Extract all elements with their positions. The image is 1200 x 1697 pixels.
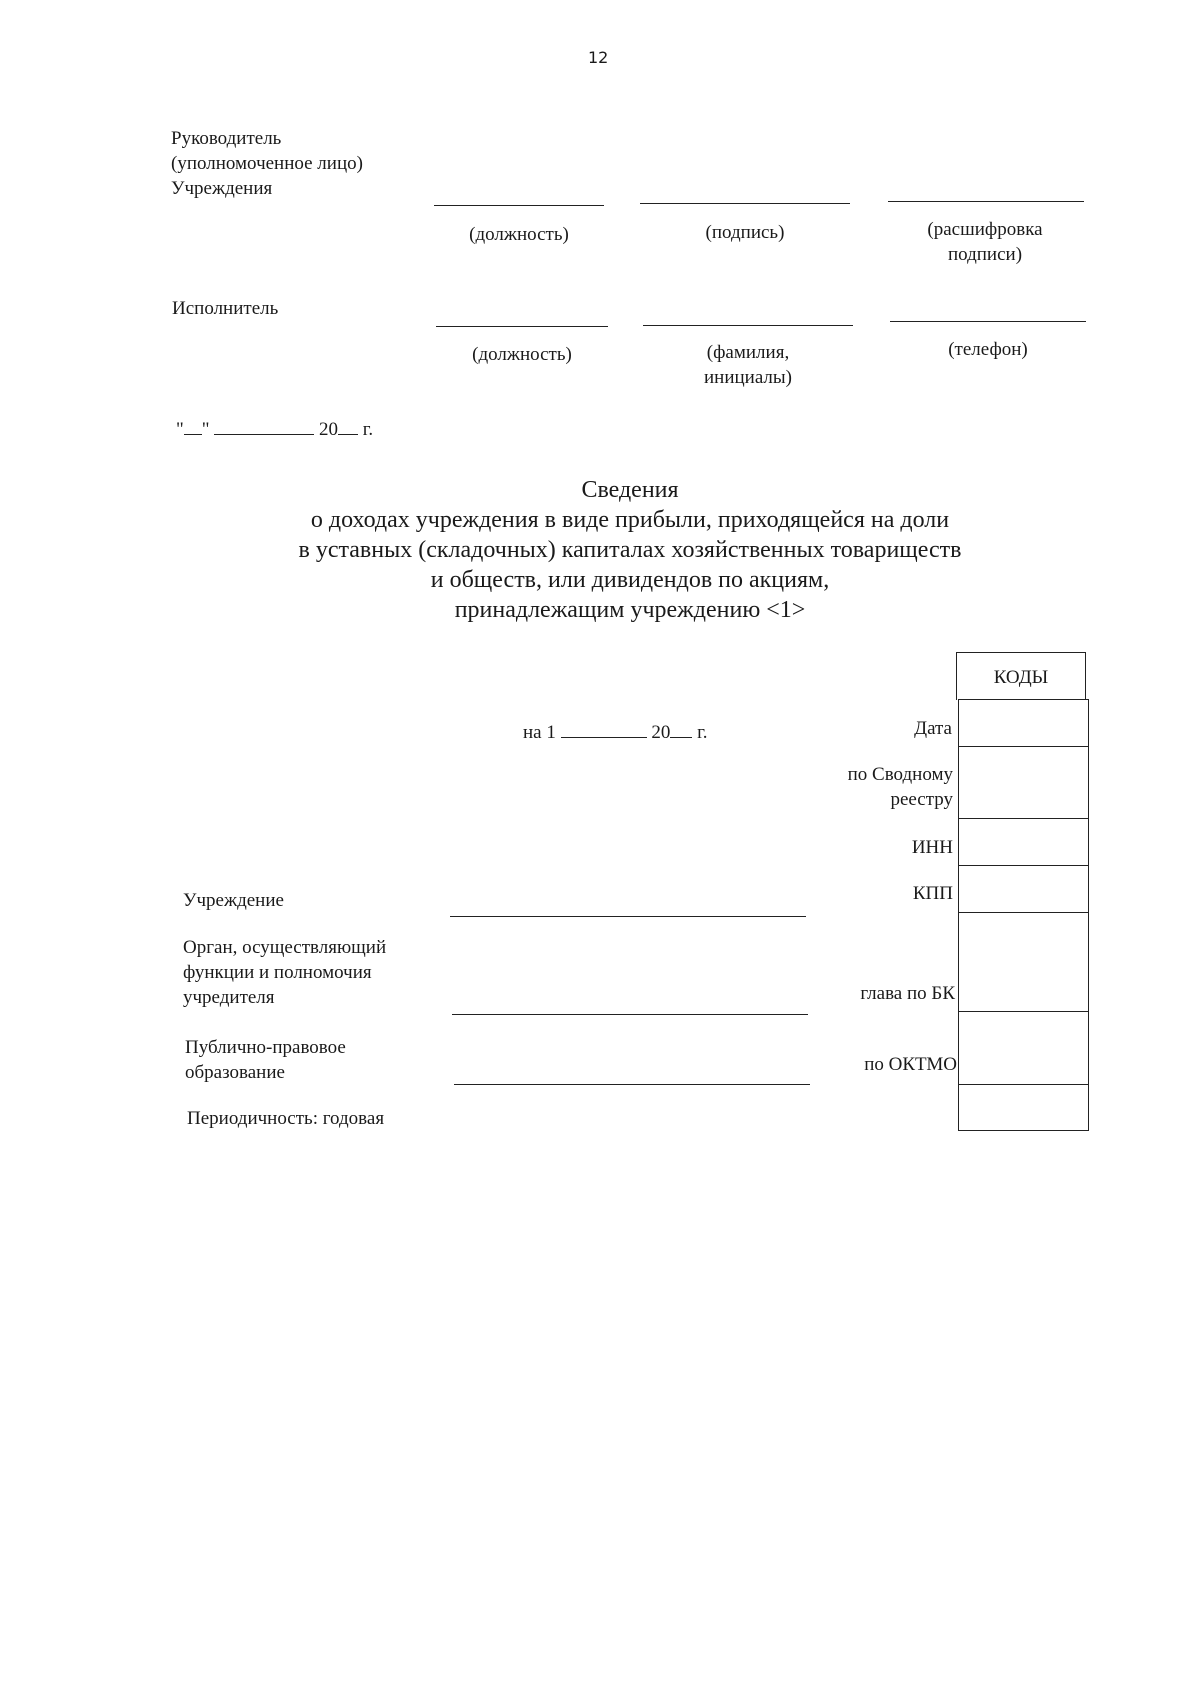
public-entity-field[interactable] [454, 1084, 810, 1085]
report-date-year-prefix: 20 [651, 722, 671, 743]
executor-name-caption: (фамилия, инициалы) [703, 342, 792, 388]
institution-field[interactable] [450, 916, 806, 917]
executor-position-caption: (должность) [472, 344, 572, 365]
head-position-caption: (должность) [469, 224, 569, 245]
report-date-year-field[interactable] [670, 719, 692, 738]
head-label-line: Руководитель [171, 128, 282, 149]
code-registry-label: по Сводному реестру [847, 764, 953, 810]
executor-phone-line[interactable] [890, 321, 1086, 322]
code-oktmo-label: по ОКТМО [864, 1054, 957, 1075]
code-budget-chapter-label: глава по БК [860, 983, 955, 1004]
codes-header: КОДЫ [993, 667, 1049, 688]
date-quote-open: " [176, 419, 184, 440]
head-signature-line[interactable] [640, 203, 850, 204]
public-entity-label-line: образование [185, 1062, 285, 1083]
date-year-prefix: 20 [319, 419, 339, 440]
date-year-suffix: г. [362, 419, 374, 440]
title-line: и обществ, или дивидендов по акциям, [430, 567, 830, 593]
codes-header-cell [956, 652, 1086, 700]
executor-name-line[interactable] [643, 325, 853, 326]
institution-label: Учреждение [183, 890, 284, 911]
code-periodicity-field[interactable] [960, 1085, 1088, 1129]
signing-date [176, 416, 373, 442]
founder-body-label-line: функции и полномочия [183, 962, 372, 983]
date-quote-close: " [201, 419, 210, 440]
document-title [200, 475, 1060, 625]
report-date-month-field[interactable] [561, 719, 647, 738]
head-decryption-caption: (расшифровка подписи) [927, 219, 1043, 265]
code-registry-field[interactable] [960, 747, 1088, 815]
head-label-line: Учреждения [171, 178, 273, 199]
date-year-field[interactable] [338, 416, 358, 435]
founder-body-label-line: Орган, осуществляющий [183, 937, 387, 958]
head-label-line: (уполномоченное лицо) [171, 153, 363, 174]
executor-position-line[interactable] [436, 326, 608, 327]
title-line: принадлежащим учреждению <1> [454, 597, 806, 623]
report-date-year-suffix: г. [697, 722, 708, 743]
title-line: о доходах учреждения в виде прибыли, приходящейся на доли [310, 507, 950, 533]
report-date-prefix: на 1 [523, 722, 556, 743]
title-line: Сведения [581, 477, 679, 503]
head-position-line[interactable] [434, 205, 604, 206]
code-date-field[interactable] [960, 700, 1088, 744]
page-number: 12 [588, 48, 609, 67]
code-inn-field[interactable] [960, 819, 1088, 863]
code-oktmo-field[interactable] [960, 1012, 1088, 1082]
code-kpp-field[interactable] [960, 866, 1088, 910]
public-entity-label [185, 1035, 346, 1085]
title-line: в уставных (складочных) капиталах хозяйственных товариществ [298, 537, 962, 563]
code-date-label: Дата [914, 718, 952, 739]
report-date [523, 719, 708, 745]
founder-body-field[interactable] [452, 1014, 808, 1015]
periodicity-label: Периодичность: годовая [187, 1108, 385, 1129]
code-kpp-label: КПП [912, 883, 953, 904]
founder-body-label [183, 935, 386, 1010]
date-month-field[interactable] [214, 416, 314, 435]
date-day-field[interactable] [184, 416, 202, 435]
head-signature-caption: (подпись) [705, 222, 785, 243]
head-label [171, 126, 363, 201]
head-decryption-line[interactable] [888, 201, 1084, 202]
executor-label: Исполнитель [172, 298, 279, 319]
code-budget-chapter-field[interactable] [960, 913, 1088, 1009]
code-inn-label: ИНН [911, 837, 953, 858]
executor-phone-caption: (телефон) [948, 339, 1028, 360]
founder-body-label-line: учредителя [183, 987, 275, 1008]
public-entity-label-line: Публично-правовое [185, 1037, 346, 1058]
